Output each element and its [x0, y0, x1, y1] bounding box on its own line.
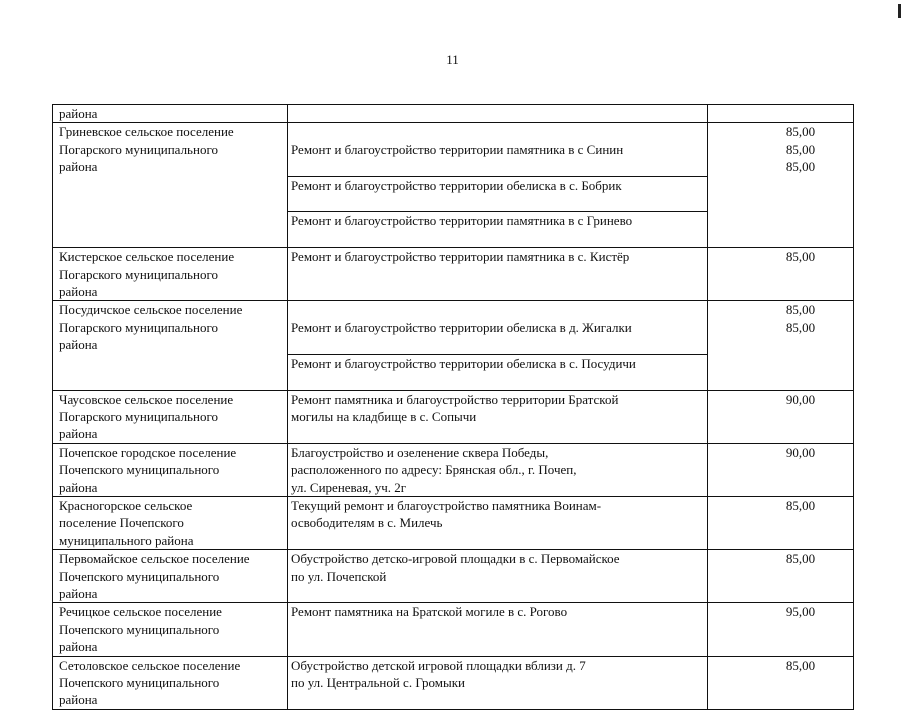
settlement-cell: Кистерское сельское поселение Погарского муниципального района [53, 248, 288, 300]
works-cell [288, 657, 708, 709]
amount-cell [708, 105, 853, 122]
work-item: Ремонт и благоустройство территории памятника в с Гринево [288, 211, 707, 229]
amount-cell: 85,00 85,00 [785, 302, 816, 335]
settlement-cell: Сетоловское сельское поселение Почепского муниципального района [53, 657, 288, 709]
settlement-cell: Гриневское сельское поселение Погарского муниципального района [53, 123, 288, 247]
table-row [53, 496, 853, 549]
amount-cell: 85,00 85,00 85,00 [785, 124, 816, 175]
table-row [53, 443, 853, 496]
works-cell [288, 550, 708, 602]
settlement-cell: района [53, 105, 288, 122]
works-cell [288, 603, 708, 655]
works-cell [288, 444, 708, 496]
works-cell [288, 123, 708, 247]
table-row [53, 104, 853, 122]
settlement-cell: Речицкое сельское поселение Почепского муниципального района [53, 603, 288, 655]
works-cell [288, 105, 708, 122]
work-item: Ремонт и благоустройство территории обелиска в с. Посудичи [288, 354, 707, 372]
work-item: Ремонт памятника и благоустройство территории Братской могилы на кладбище в с. Сопычи [291, 391, 619, 424]
work-item: Ремонт и благоустройство территории памятника в с Синин [291, 141, 624, 157]
amount-cell: 85,00 [785, 657, 816, 673]
scan-edge-mark [898, 4, 901, 18]
table-row [53, 247, 853, 300]
amount-cell: 85,00 [785, 497, 816, 513]
settlement-cell: Красногорское сельское поселение Почепского муниципального района [53, 497, 288, 549]
settlement-cell: Почепское городское поселение Почепского муниципального района [53, 444, 288, 496]
table-row [53, 656, 853, 709]
work-item: Ремонт памятника на Братской могиле в с. Рогово [291, 604, 568, 620]
work-item: Текущий ремонт и благоустройство памятника Воинам- освободителям в с. Милечь [291, 497, 602, 531]
amount-cell: 95,00 [785, 604, 816, 620]
works-cell [288, 497, 708, 549]
settlement-cell: Посудичское сельское поселение Погарского муниципального района [53, 301, 288, 389]
funding-table [52, 104, 854, 710]
settlement-cell: Чаусовское сельское поселение Погарского муниципального района [53, 391, 288, 443]
table-row [53, 602, 853, 655]
works-cell [288, 391, 708, 443]
amount-cell: 85,00 [785, 551, 816, 567]
table-row [53, 549, 853, 602]
table-row [53, 122, 853, 247]
work-item: Ремонт и благоустройство территории обелиска в с. Бобрик [288, 176, 707, 194]
work-item: Благоустройство и озеленение сквера Победы, расположенного по адресу: Брянская обл., г. Почеп, ул. Сиреневая, уч. 2г [291, 444, 577, 495]
works-cell [288, 301, 708, 389]
work-item: Ремонт и благоустройство территории памятника в с. Кистёр [291, 249, 630, 265]
settlement-cell: Первомайское сельское поселение Почепского муниципального района [53, 550, 288, 602]
table-row [53, 390, 853, 443]
works-cell [288, 248, 708, 300]
work-item: Ремонт и благоустройство территории обелиска в д. Жигалки [291, 319, 632, 335]
table-row [53, 300, 853, 389]
amount-cell: 90,00 [785, 444, 816, 460]
work-item: Обустройство детской игровой площадки вблизи д. 7 по ул. Центральной с. Громыки [291, 657, 586, 690]
amount-cell: 90,00 [785, 391, 816, 407]
work-item: Обустройство детско-игровой площадки в с. Первомайское по ул. Почепской [291, 551, 620, 584]
amount-cell: 85,00 [785, 249, 816, 265]
page-number: 11 [446, 52, 459, 67]
